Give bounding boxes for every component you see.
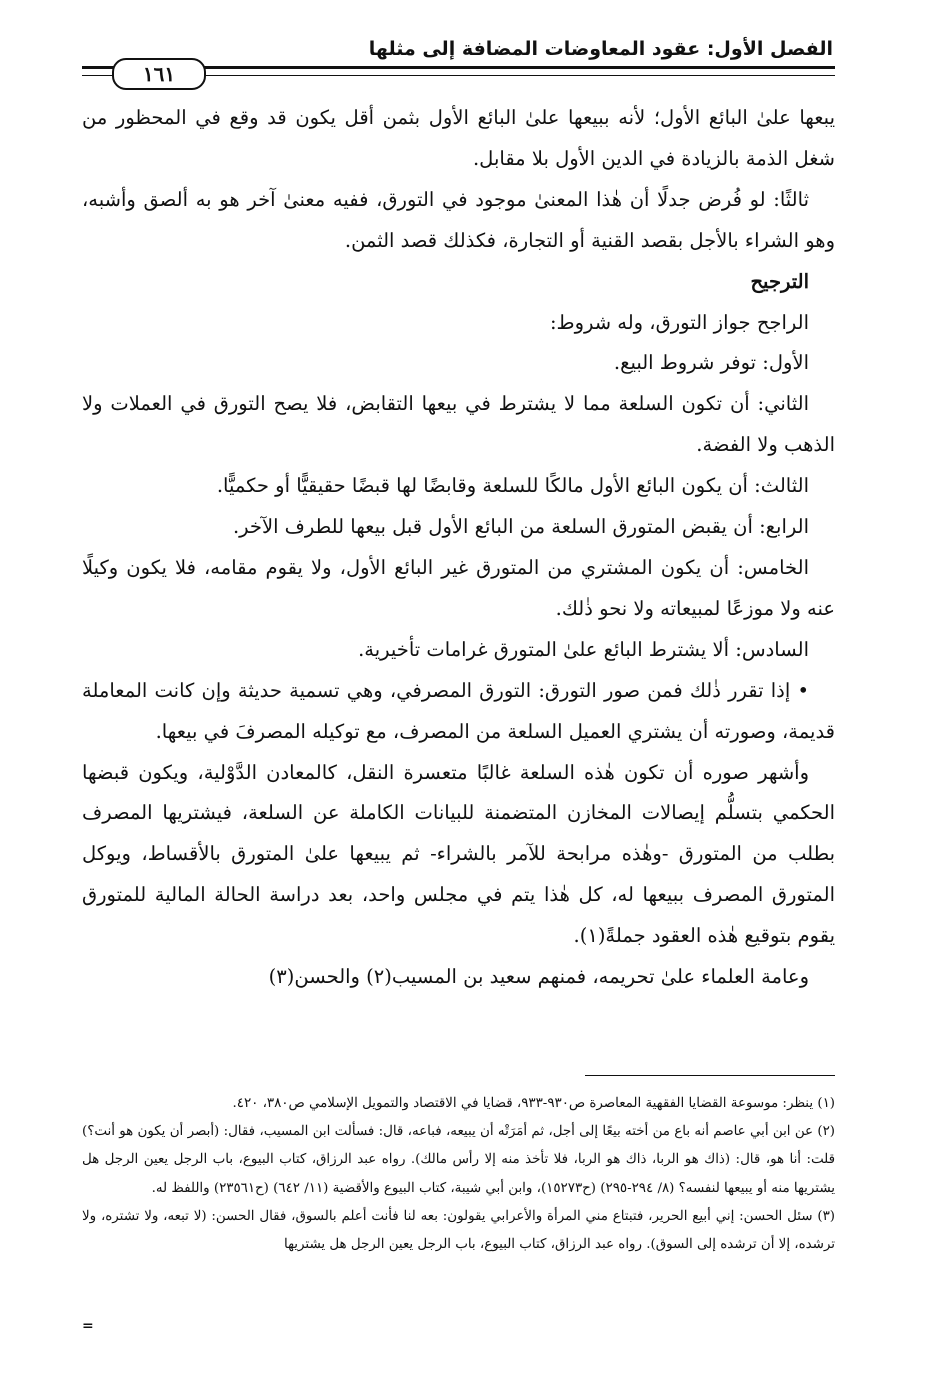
paragraph-common-forms: وأشهر صوره أن تكون هٰذه السلعة غالبًا متعسرة النقل، كالمعادن الدَّوْلية، ويكون قبضها الحكمي بتسلُّم إيصالات المخازن المتضمنة للبيانات الكاملة عن السلعة، فيشتريها المصرف بطلب من المتورق -وهٰذه مرابحة للآمر بالشراء- ثم يبيعها علىٰ المتورق بالأقساط، ويوكل المتورق المصرف ببيعها له، كل هٰذا يتم في مجلس واحد، بعد دراسة الحالة المالية للمتورق يقوم بتوقيع هٰذه العقود جملةً(١).: [82, 760, 835, 948]
paragraph-third-point: ثالثًا: لو فُرض جدلًا أن هٰذا المعنىٰ موجود في التورق، ففيه معنىٰ آخر هو به ألصق وأشبه، وهو الشراء بالأجل بقصد القنية أو التجارة، فكذلك قصد الثمن.: [82, 187, 835, 252]
page-number: ١٦١: [112, 58, 206, 90]
footnotes: [82, 1090, 835, 1259]
condition-fifth: الخامس: أن يكون المشتري من المتورق غير البائع الأول، ولا يقوم مقامه، فلا يكون وكيلًا عنه ولا موزعًا لمبيعاته ولا نحو ذٰلك.: [82, 555, 835, 620]
footnote-1: (١) ينظر: موسوعة القضايا الفقهية المعاصرة ص٩٣٠-٩٣٣، قضايا في الاقتصاد والتمويل الإسلامي ص٣٨٠، ٤٢٠.: [232, 1096, 835, 1111]
condition-second: الثاني: أن تكون السلعة مما لا يشترط في بيعها التقابض، فلا يصح التورق في العملات ولا الذهب ولا الفضة.: [82, 392, 835, 457]
condition-sixth: السادس: ألا يشترط البائع علىٰ المتورق غرامات تأخيرية.: [358, 637, 809, 661]
footnote-3: (٣) سئل الحسن: إني أبيع الحرير، فتبتاع مني المرأة والأعرابي يقولون: بعه لنا فأنت أعلم بالسوق، فقال الحسن: (لا تبعه، ولا تشتره، ولا ترشده، إلا أن ترشده إلى السوق). رواه عبد الرزاق، كتاب البيوع، باب الرجل يعين الرجل هل يشتريها: [82, 1208, 835, 1253]
main-text: [82, 98, 835, 998]
condition-third: الثالث: أن يكون البائع الأول مالكًا للسلعة وقابضًا لها قبضًا حقيقيًّا أو حكميًّا.: [216, 474, 809, 498]
footnote-2: (٢) عن ابن أبي عاصم أنه باع من أخته بيعًا إلى أجل، ثم أمَرَتْه أن يبيعه، فباعه، قال: فسألت ابن المسيب، فقال: (أبصر أن يكون هو أنت؟) قلت: أنا هو، قال: (ذاك هو الربا، ذاك هو الربا، فلا تأخذ منه إلا رأس مالك). رواه عبد الرزاق، كتاب البيوع، باب الرجل يعين الرجل هل يشتريها منه أو يبيعها لنفسه؟ (٨/ ٢٩٤-٢٩٥) (ح١٥٢٧٣)، وابن أبي شيبة، كتاب البيوع والأقضية (١١/ ٦٤٢) (ح٢٣٥٦١) واللفظ له.: [82, 1124, 835, 1196]
paragraph-bank-tawarruq: • إذا تقرر ذٰلك فمن صور التورق: التورق المصرفي، وهي تسمية حديثة وإن كانت المعاملة قديمة، وصورته أن يشتري العميل السلعة من المصرف، مع توكيله المصرفَ في بيعها.: [82, 678, 835, 743]
chapter-running-header: الفصل الأول: عقود المعاوضات المضافة إلى مثلها: [368, 38, 833, 60]
paragraph-preferred-opinion: الراجح جواز التورق، وله شروط:: [549, 310, 809, 334]
condition-first: الأول: توفر شروط البيع.: [613, 351, 809, 375]
section-heading-tarjih: الترجيح: [750, 269, 809, 293]
paragraph-scholars-prohibition: وعامة العلماء علىٰ تحريمه، فمنهم سعيد بن المسيب(٢) والحسن(٣): [268, 965, 809, 989]
footnote-separator: [585, 1075, 835, 1076]
footnote-continuation-mark: =: [82, 1318, 94, 1334]
paragraph-continuation: يبعها علىٰ البائع الأول؛ لأنه ببيعها علىٰ البائع الأول بثمن أقل يكون قد وقع في المحظور من شغل الذمة بالزيادة في الدين الأول بلا مقابل.: [82, 106, 835, 170]
condition-fourth: الرابع: أن يقبض المتورق السلعة من البائع الأول قبل بيعها للطرف الآخر.: [232, 515, 809, 539]
